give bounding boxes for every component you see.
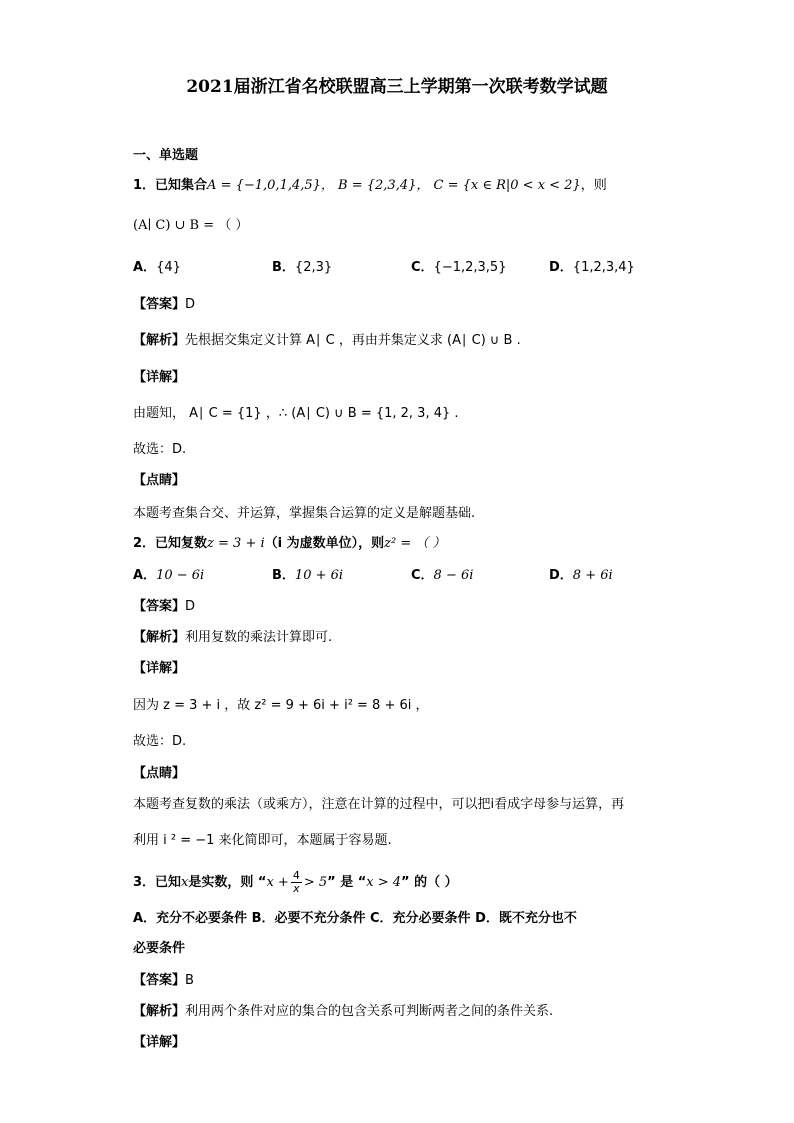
q3-analysis: 【解析】利用两个条件对应的集合的包含关系可判断两者之间的条件关系. [133,1004,554,1019]
q2-analysis: 【解析】利用复数的乘法计算即可. [133,630,333,645]
q1-comment: 本题考查集合交、并运算，掌握集合运算的定义是解题基础. [133,506,476,521]
q3-stem: 3．已知x是实数，则 “x + $\frac{4}{x}$ > 5” 是 “x > 4” 的（ ） [133,869,458,895]
q1-detail-1: 由题知， A∣ C = {1} ，∴ (A∣ C) ∪ B = {1, 2, 3, 4} . [133,406,459,421]
page-title: 2021届浙江省名校联盟高三上学期第一次联考数学试题 [186,77,608,97]
q1-option-d: D．{1,2,3,4} [549,260,635,275]
q2-comment-1: 本题考查复数的乘法（或乘方），注意在计算的过程中，可以把i看成字母参与运算，再 [133,797,625,812]
q1-option-a: A．{4} [133,260,181,275]
q1-analysis: 【解析】先根据交集定义计算 A∣ C ，再由并集定义求 (A∣ C) ∪ B . [133,333,521,348]
q2-stem: 2．已知复数z = 3 + i（i 为虚数单位），则z² = （ ） [133,536,446,551]
q3-detail-heading: 【详解】 [133,1035,186,1050]
q2-detail-heading: 【详解】 [133,661,186,676]
q2-option-c: C．8 − 6i [411,568,474,583]
section-heading: 一、单选题 [133,148,199,163]
q1-stem-prefix: 1．已知集合 [133,178,208,193]
q1-detail-heading: 【详解】 [133,370,186,385]
q1-stem [133,177,607,195]
q1-stem-math: A = {−1,0,1,4,5}， B = {2,3,4}， C = {x ∈ R|0 < x < 2} [207,178,581,193]
q3-fraction: $\frac{4}{x}$ [292,869,300,895]
q3-answer: 【答案】B [133,973,194,988]
q1-option-b: B．{2,3} [272,260,333,275]
q2-detail-2: 故选：D. [133,734,187,749]
q3-options-line-1: A．充分不必要条件 B．必要不充分条件 C．充分必要条件 D．既不充分也不 [133,911,577,926]
q1-stem-line2: (A∣ C) ∪ B = （ ） [133,218,249,233]
q1-option-c: C．{−1,2,3,5} [411,260,507,275]
q2-option-a: A．10 − 6i [133,568,205,583]
q3-options-line-2: 必要条件 [133,941,186,956]
q1-comment-heading: 【点睛】 [133,473,186,488]
q1-detail-2: 故选：D. [133,442,187,457]
q2-detail-1: 因为 z = 3 + i ，故 z² = 9 + 6i + i² = 8 + 6i ， [133,698,429,713]
q2-answer: 【答案】D [133,599,196,614]
q2-option-d: D．8 + 6i [549,568,613,583]
q2-comment-heading: 【点睛】 [133,766,186,781]
q2-option-b: B．10 + 6i [272,568,344,583]
q1-stem-suffix: ，则 [580,178,607,193]
q1-answer: 【答案】D [133,297,196,312]
q2-comment-2: 利用 i ² = −1 来化简即可，本题属于容易题. [133,833,392,848]
